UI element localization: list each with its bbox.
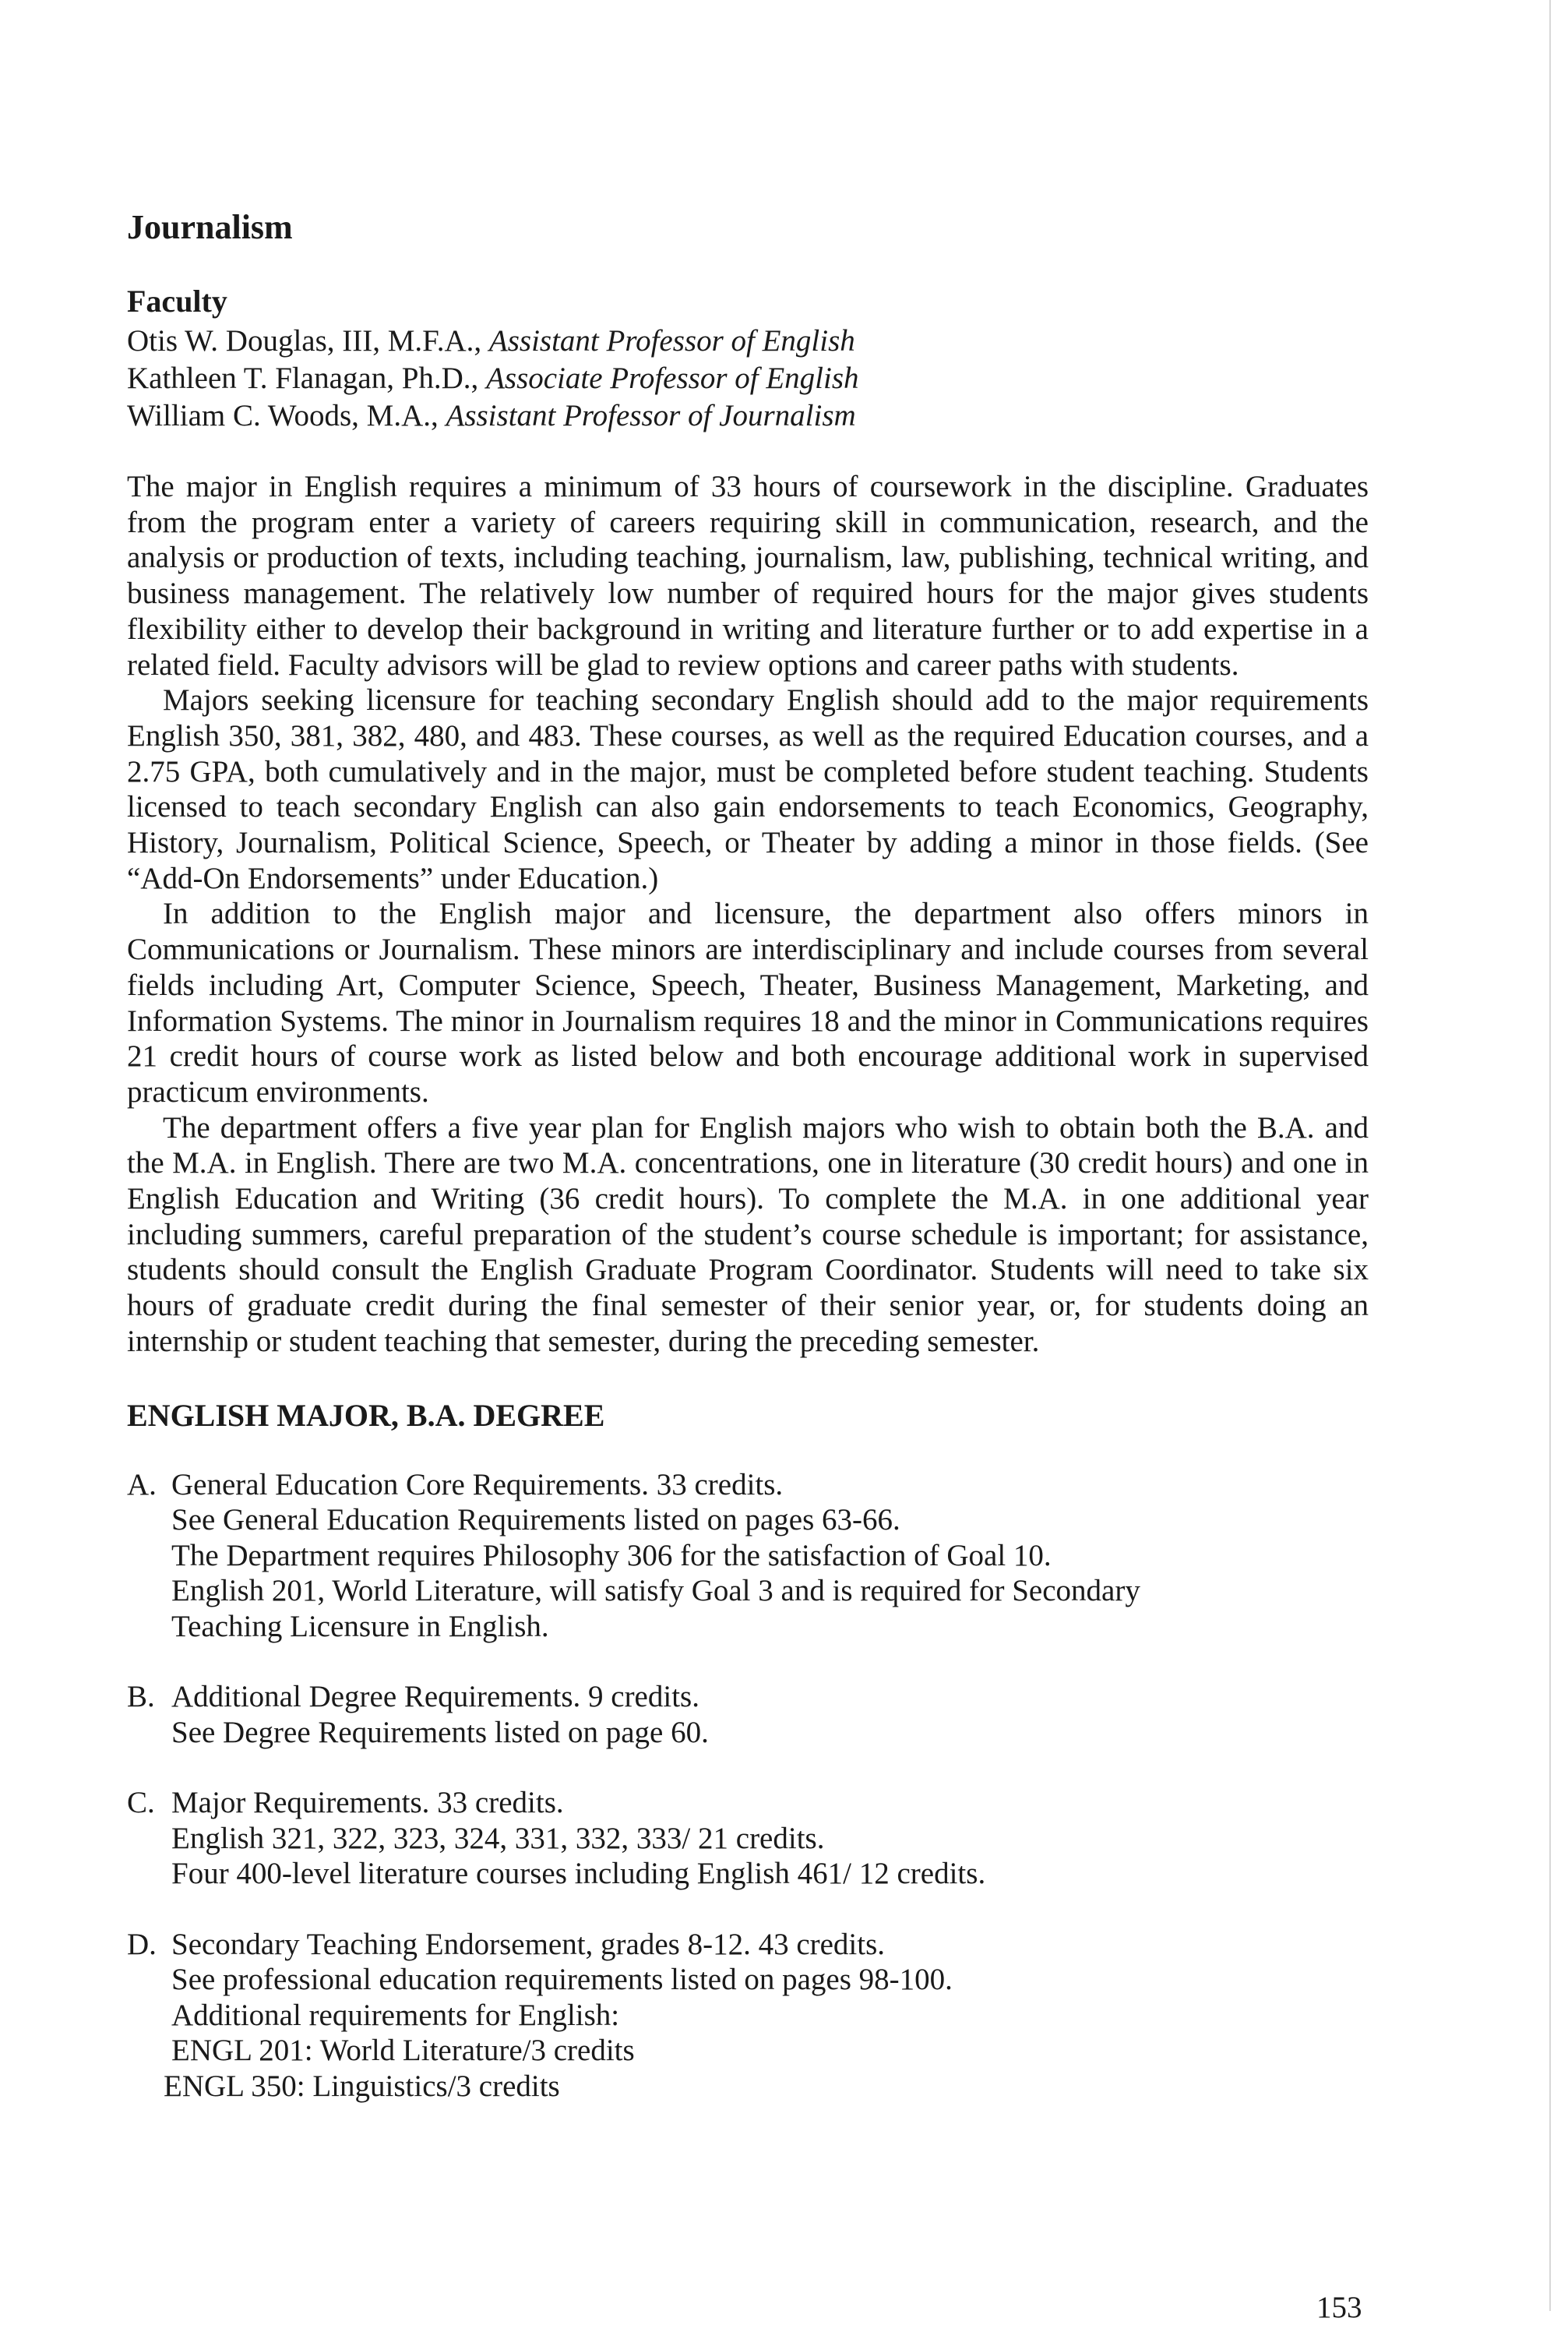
faculty-list	[127, 323, 1369, 435]
requirement-letter: B.	[127, 1680, 155, 1714]
body-paragraphs	[127, 469, 1369, 1360]
faculty-name: Kathleen T. Flanagan, Ph.D.,	[127, 362, 487, 395]
requirement-line: Additional Degree Requirements. 9 credits.	[171, 1680, 699, 1714]
requirement-line: Secondary Teaching Endorsement, grades 8-12. 43 credits.	[171, 1927, 886, 1961]
requirement-line: The Department requires Philosophy 306 for the satisfaction of Goal 10.	[171, 1538, 1052, 1572]
requirement-line: ENGL 350: Linguistics/3 credits	[164, 2069, 560, 2103]
requirement-line: Teaching Licensure in English.	[171, 1609, 549, 1643]
faculty-name: William C. Woods, M.A.,	[127, 399, 446, 432]
requirement-item	[127, 1927, 1369, 2104]
requirement-line: General Education Core Requirements. 33 credits.	[171, 1467, 784, 1501]
section-heading-journalism: Journalism	[127, 208, 293, 246]
faculty-member	[127, 397, 1369, 435]
faculty-name: Otis W. Douglas, III, M.F.A.,	[127, 324, 489, 358]
requirement-line: ENGL 201: World Literature/3 credits	[171, 2034, 635, 2068]
page-edge-line	[1549, 0, 1551, 2311]
requirement-letter: C.	[127, 1786, 155, 1820]
paragraph-five-year-plan: The department offers a five year plan for English majors who wish to obtain both the B.A. and the M.A. in English. There are two M.A. concentrations, one in literature (30 credit hours) and one in English Education and Writing (36 credit hours). To complete the M.A. in one additional year including summers, careful preparation of the student’s course schedule is important; for assistance, students should consult the English Graduate Program Coordinator. Students will need to take six hours of graduate credit during the final semester of their senior year, or, for students doing an internship or student teaching that semester, during the preceding semester.	[127, 1110, 1369, 1358]
paragraph-minors: In addition to the English major and licensure, the department also offers minors in Communications or Journalism. These minors are interdisciplinary and include courses from several fields including Art, Computer Science, Speech, Theater, Business Management, Marketing, and Information Systems. The minor in Journalism requires 18 and the minor in Communications requires 21 credit hours of course work as listed below and both encourage additional work in supervised practicum environments.	[127, 897, 1369, 1109]
requirement-line: See professional education requirements listed on pages 98-100.	[171, 1963, 953, 1997]
page-content	[127, 204, 1369, 2139]
faculty-title: Assistant Professor of English	[488, 324, 855, 358]
major-heading: ENGLISH MAJOR, B.A. DEGREE	[127, 1397, 605, 1433]
requirement-line: Four 400-level literature courses including English 461/ 12 credits.	[171, 1857, 986, 1891]
faculty-heading: Faculty	[127, 284, 227, 319]
faculty-member	[127, 323, 1369, 360]
requirement-line: English 201, World Literature, will satisfy Goal 3 and is required for Secondary	[171, 1574, 1140, 1608]
requirement-line: English 321, 322, 323, 324, 331, 332, 333/ 21 credits.	[171, 1821, 825, 1855]
requirement-line: Major Requirements. 33 credits.	[171, 1786, 564, 1820]
requirement-letter: A.	[127, 1467, 157, 1501]
requirements-list	[127, 1467, 1369, 2104]
page-number: 153	[1316, 2291, 1362, 2324]
requirement-item	[127, 1785, 1369, 1892]
requirement-letter: D.	[127, 1927, 157, 1961]
faculty-title: Associate Professor of English	[486, 362, 859, 395]
requirement-line: See Degree Requirements listed on page 60.	[171, 1715, 709, 1749]
faculty-member	[127, 360, 1369, 397]
faculty-title: Assistant Professor of Journalism	[446, 399, 856, 432]
requirement-item	[127, 1679, 1369, 1750]
requirement-line: See General Education Requirements listed on pages 63-66.	[171, 1503, 900, 1537]
requirement-item	[127, 1467, 1369, 1645]
requirement-line: Additional requirements for English:	[171, 1998, 620, 2032]
paragraph-licensure: Majors seeking licensure for teaching secondary English should add to the major requirements English 350, 381, 382, 480, and 483. These courses, as well as the required Education courses, and a 2.75 GPA, both cumulatively and in the major, must be completed before student teaching. Students licensed to teach secondary English can also gain endorsements to teach Economics, Geography, History, Journalism, Political Science, Speech, or Theater by adding a minor in those fields. (See “Add-On Endorsements” under Education.)	[127, 683, 1369, 895]
paragraph-major-overview: The major in English requires a minimum of 33 hours of coursework in the discipline. Graduates from the program enter a variety of careers requiring skill in communication, research, and the analysis or production of texts, including teaching, journalism, law, publishing, technical writing, and business management. The relatively low number of required hours for the major gives students flexibility either to develop their background in writing and literature further or to add expertise in a related field. Faculty advisors will be glad to review options and career paths with students.	[127, 470, 1369, 682]
